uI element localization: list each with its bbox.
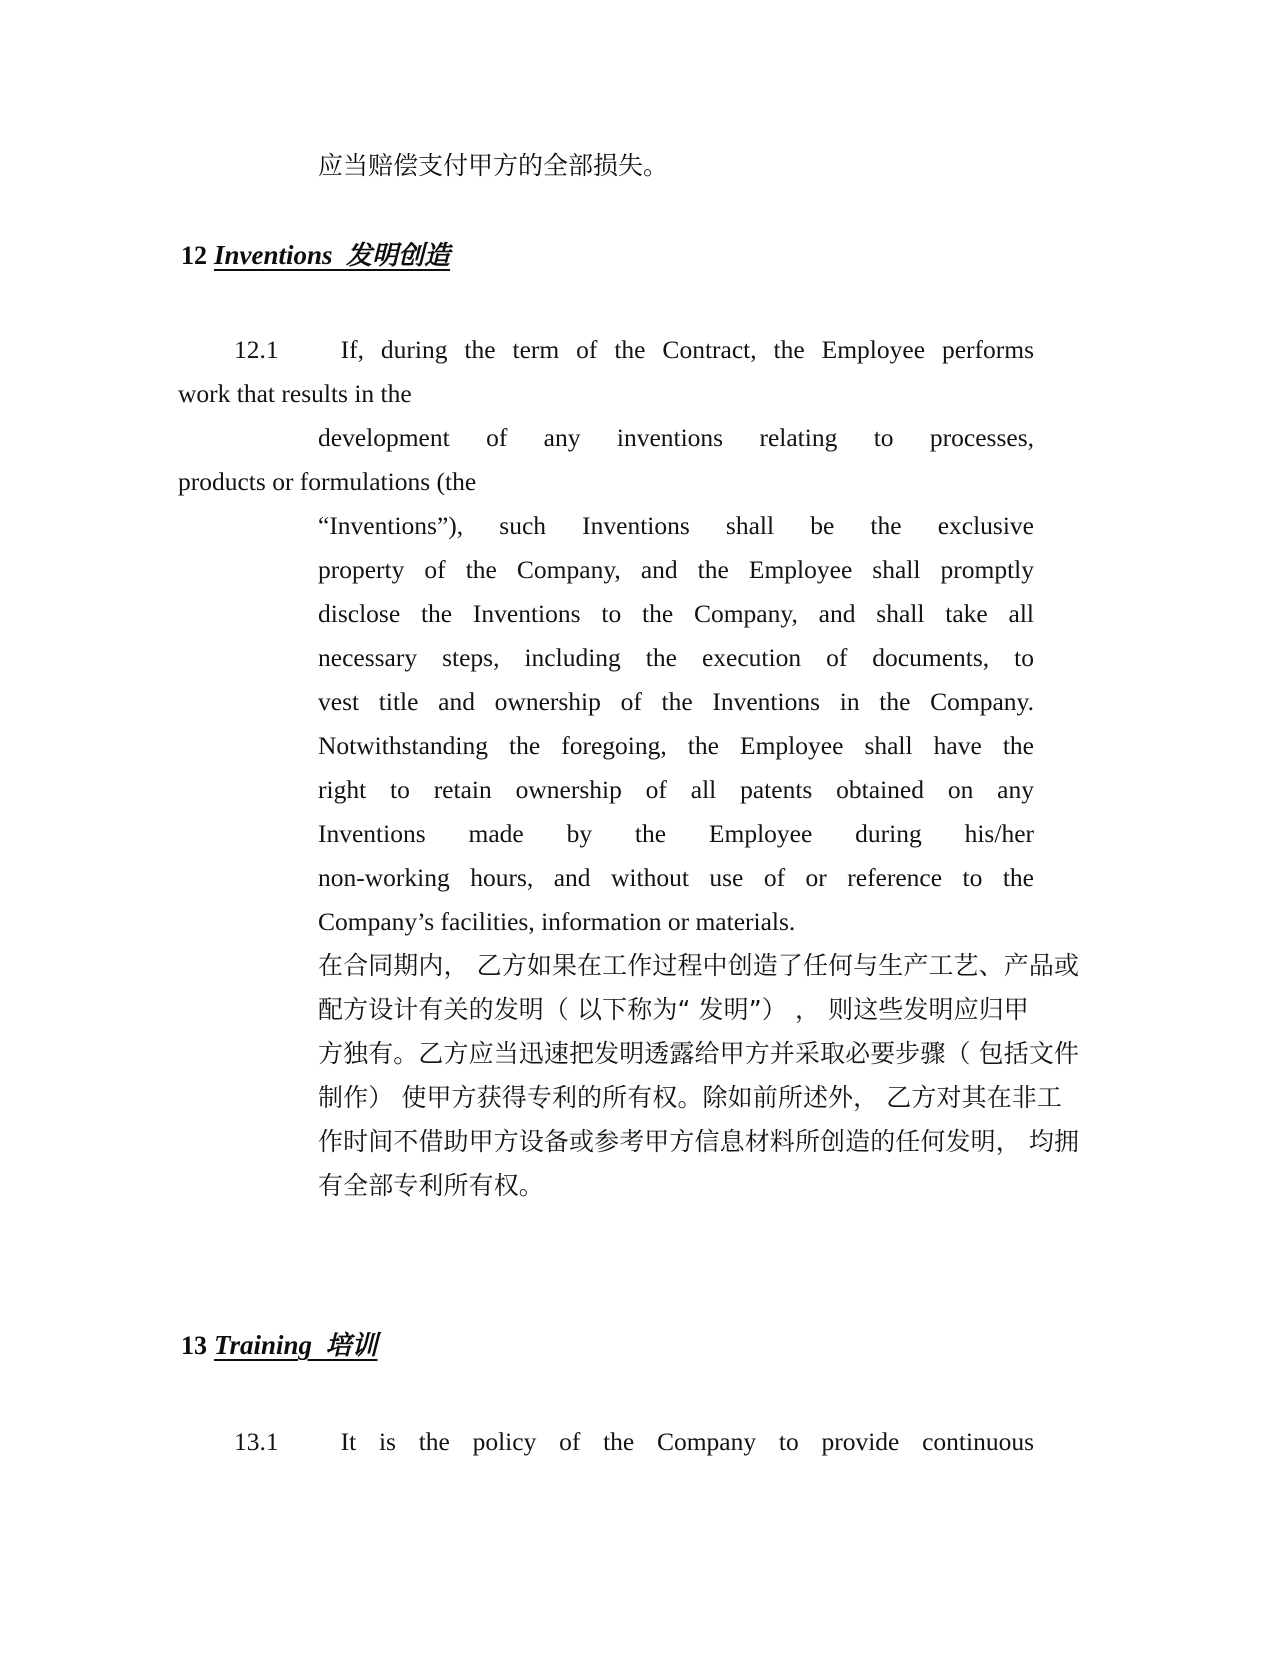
clause-12-1-en-line-11: right to retain ownership of all patents obtained on any — [318, 775, 1034, 804]
section-number-13: 13 — [181, 1331, 207, 1360]
clause-12-1-en-line-10: Notwithstanding the foregoing, the Employee shall have the — [318, 731, 1034, 760]
clause-12-1-cn-line-5: 作时间不借助甲方设备或参考甲方信息材料所创造的任何发明， 均拥 — [318, 1127, 1080, 1156]
clause-12-1-en-line-8: necessary steps, including the execution of documents, to — [318, 643, 1034, 672]
clause-12-1-en-line-12: Inventions made by the Employee during his/her — [318, 819, 1034, 848]
clause-12-1-cn-line-4: 制作） 使甲方获得专利的所有权。除如前所述外， 乙方对其在非工 — [318, 1083, 1062, 1112]
clause-13-1-en-line-1: It is the policy of the Company to provide continuous — [340, 1427, 1034, 1456]
section-title-13-en: Training — [214, 1330, 313, 1360]
clause-12-1-en-line-2: work that results in the — [178, 379, 412, 408]
clause-number-13-1: 13.1 — [234, 1427, 279, 1456]
clause-12-1-en-line-4: products or formulations (the — [178, 467, 477, 496]
section-title-13-cn: 培训 — [325, 1331, 378, 1361]
clause-12-1-en-line-13: non-working hours, and without use of or reference to the — [318, 863, 1034, 892]
clause-12-1-cn-line-2: 配方设计有关的发明（ 以下称为“ 发明”） ， 则这些发明应归甲 — [318, 995, 1029, 1024]
clause-13-1-first-line — [234, 1420, 1034, 1464]
clause-12-1-en-line-6: property of the Company, and the Employee shall promptly — [318, 555, 1034, 584]
clause-12-1-first-line — [234, 328, 1034, 372]
section-heading-12 — [181, 238, 450, 273]
section-title-12-en: Inventions — [214, 240, 333, 270]
clause-12-1-en-line-3: development of any inventions relating to processes, — [318, 423, 1034, 452]
clause-12-1-cn-line-6: 有全部专利所有权。 — [318, 1171, 544, 1200]
clause-12-1-cn-line-3: 方独有。乙方应当迅速把发明透露给甲方并采取必要步骤（ 包括文件 — [318, 1039, 1080, 1068]
clause-12-1-en-body — [318, 504, 1034, 944]
clause-12-1-en-line-9: vest title and ownership of the Inventions in the Company. — [318, 687, 1034, 716]
clause-12-1-en-line-1: If, during the term of the Contract, the Employee performs — [340, 335, 1034, 364]
lead-paragraph-cn: 应当赔偿支付甲方的全部损失。 — [318, 151, 669, 180]
clause-12-1-en-line-5: “Inventions”), such Inventions shall be the exclusive — [318, 511, 1034, 540]
clause-12-1-en-line-14: Company’s facilities, information or materials. — [318, 907, 796, 936]
clause-number-12-1: 12.1 — [234, 335, 279, 364]
section-title-12-cn: 发明创造 — [346, 241, 451, 271]
clause-12-1-en-line-7: disclose the Inventions to the Company, and shall take all — [318, 599, 1034, 628]
clause-12-1-cn-body — [318, 944, 1080, 1208]
clause-12-1-cn-line-1: 在合同期内， 乙方如果在工作过程中创造了任何与生产工艺、产品或 — [318, 951, 1080, 980]
section-heading-13 — [181, 1328, 378, 1363]
section-number-12: 12 — [181, 241, 207, 270]
